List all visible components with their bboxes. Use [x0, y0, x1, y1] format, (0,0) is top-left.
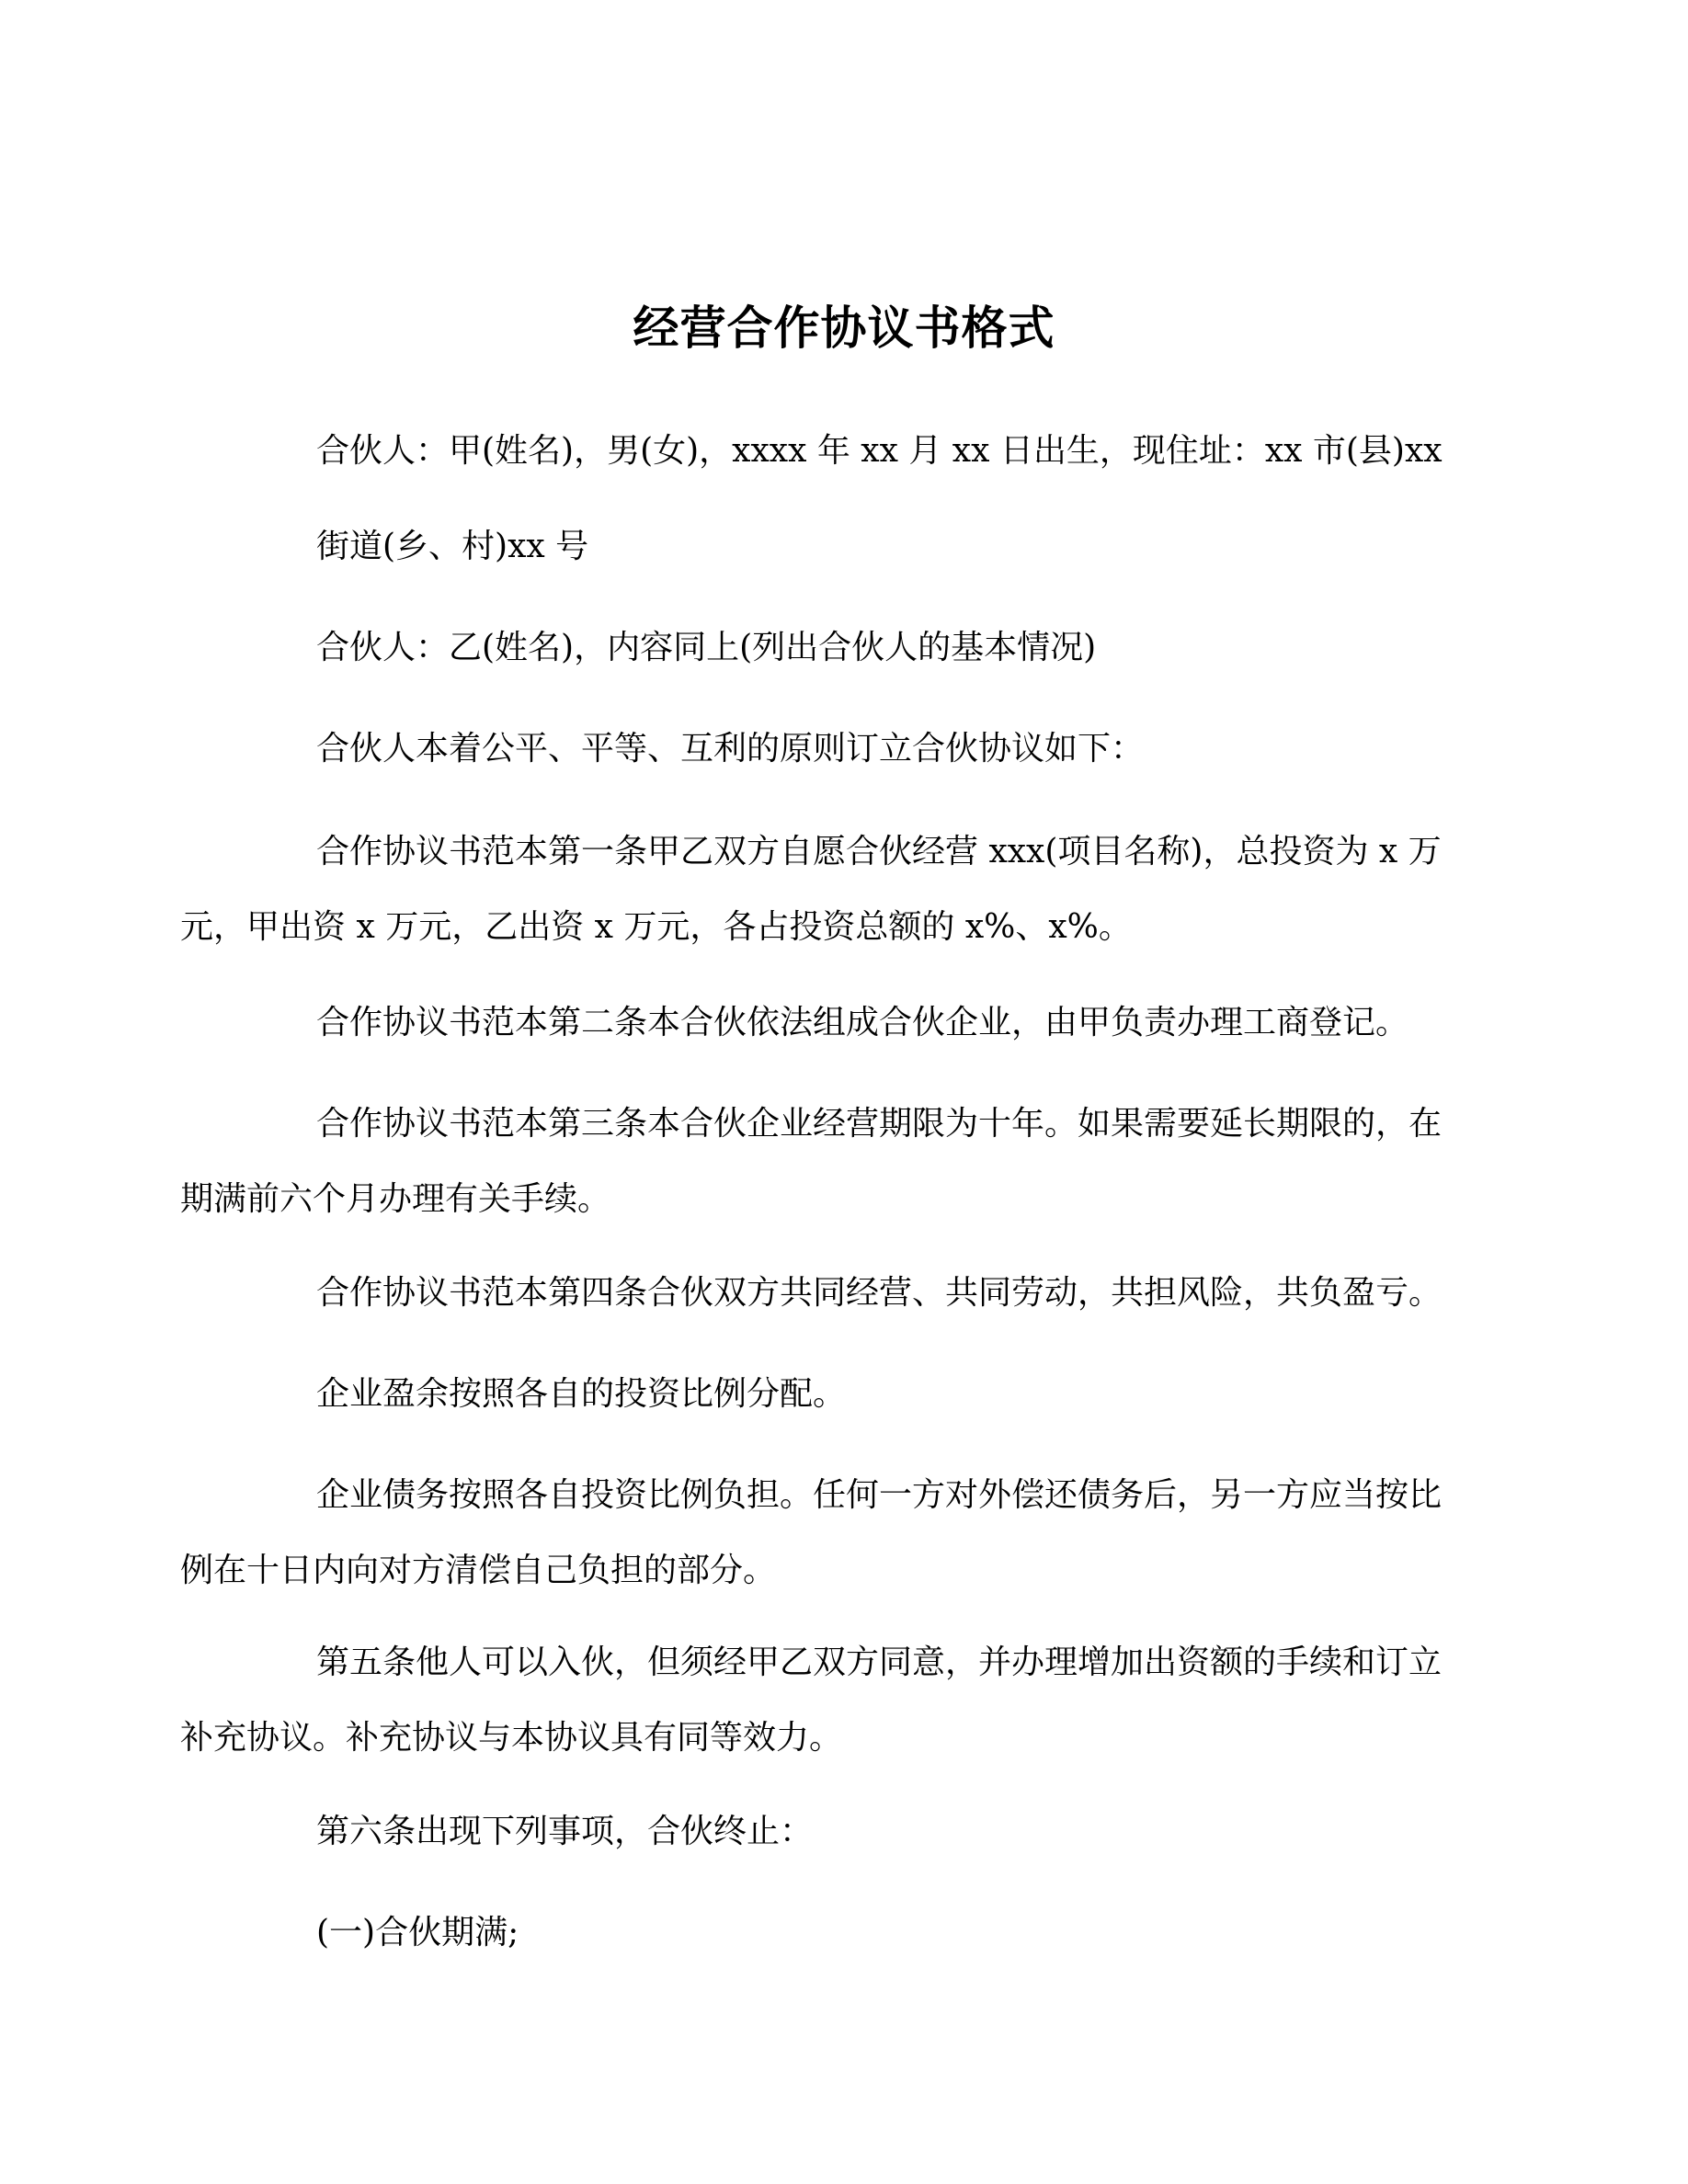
paragraph-line: 合伙人：乙(姓名)，内容同上(列出合伙人的基本情况) — [316, 629, 1097, 666]
paragraph-line: 例在十日内向对方清偿自己负担的部分。 — [180, 1552, 777, 1589]
paragraph-debt — [180, 1458, 1443, 1609]
paragraph-line: (一)合伙期满; — [316, 1914, 519, 1951]
paragraph-profit — [248, 1357, 1443, 1432]
paragraph-line: 企业盈余按照各自的投资比例分配。 — [316, 1375, 847, 1413]
paragraph-partner-b — [248, 610, 1443, 686]
paragraph-article-2 — [248, 985, 1443, 1061]
paragraph-line: 期满前六个月办理有关手续。 — [180, 1180, 611, 1218]
paragraph-line: 第六条出现下列事项，合伙终止： — [316, 1813, 814, 1850]
paragraph-line: 第五条他人可以入伙，但须经甲乙双方同意，并办理增加出资额的手续和订立 — [316, 1644, 1443, 1681]
paragraph-article-1 — [180, 814, 1443, 965]
paragraph-line: 合作协议书范本第二条本合伙依法组成合伙企业，由甲负责办理工商登记。 — [316, 1004, 1409, 1041]
paragraph-line: 企业债务按照各自投资比例负担。任何一方对外偿还债务后，另一方应当按比 — [316, 1476, 1443, 1514]
paragraph-article-4 — [248, 1256, 1443, 1331]
paragraph-partner-a — [248, 414, 1443, 489]
paragraph-article-5 — [180, 1625, 1443, 1776]
paragraph-line: 合伙人：甲(姓名)，男(女)，xxxx 年 xx 月 xx 日出生，现住址：xx 市(县)xx — [316, 432, 1443, 470]
paragraph-address — [248, 509, 1443, 585]
paragraph-line: 合作协议书范本第一条甲乙双方自愿合伙经营 xxx(项目名称)，总投资为 x 万 — [316, 833, 1442, 870]
paragraph-line: 合伙人本着公平、平等、互利的原则订立合伙协议如下： — [316, 730, 1145, 768]
paragraph-article-6 — [248, 1794, 1443, 1870]
paragraph-article-3 — [180, 1086, 1443, 1237]
document-title: 经营合作协议书格式 — [633, 301, 1055, 355]
paragraph-line: 元，甲出资 x 万元，乙出资 x 万元，各占投资总额的 x%、x%。 — [180, 908, 1132, 946]
paragraph-line: 街道(乡、村)xx 号 — [316, 528, 589, 565]
paragraph-line: 合作协议书范本第三条本合伙企业经营期限为十年。如果需要延长期限的，在 — [316, 1105, 1443, 1143]
paragraph-principle — [248, 711, 1443, 787]
paragraph-line: 合作协议书范本第四条合伙双方共同经营、共同劳动，共担风险，共负盈亏。 — [316, 1274, 1443, 1312]
paragraph-item-1 — [248, 1895, 1443, 1971]
paragraph-line: 补充协议。补充协议与本协议具有同等效力。 — [180, 1719, 843, 1757]
